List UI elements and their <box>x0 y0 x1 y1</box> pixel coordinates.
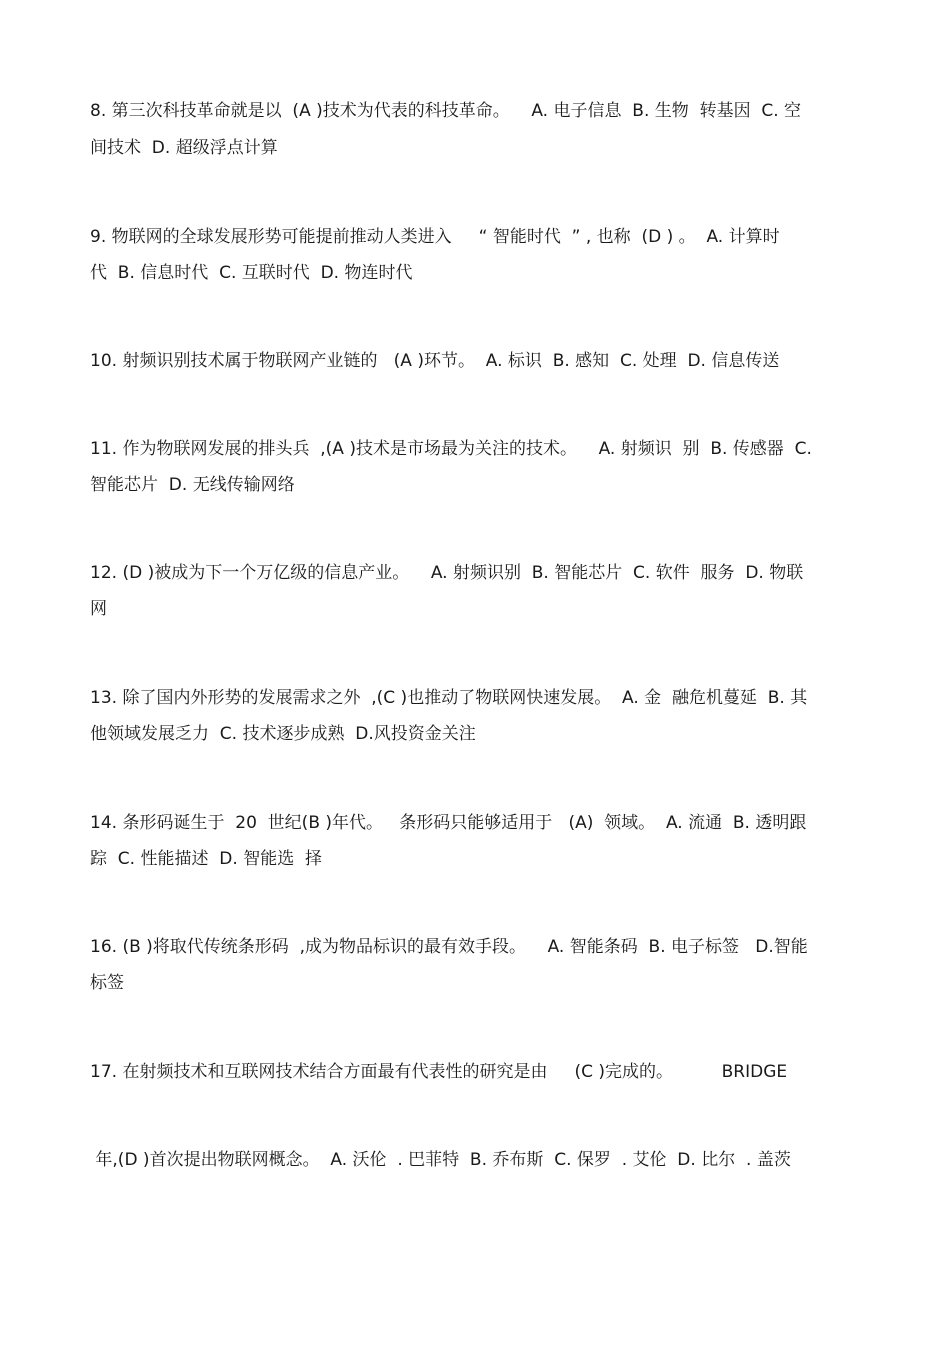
question-8-line-1: 8. 第三次科技革命就是以 (A )技术为代表的科技革命。 A. 电子信息 B. 生物 转基因 C. 空 <box>90 101 802 121</box>
question-16-line-2: 标签 <box>90 973 124 993</box>
question-16-line-1: 16. (B )将取代传统条形码 ,成为物品标识的最有效手段。 A. 智能条码 B. 电子标签 D.智能 <box>90 937 808 957</box>
question-13-line-2: 他领域发展乏力 C. 技术逐步成熟 D.风投资金关注 <box>90 724 476 744</box>
question-14-line-1: 14. 条形码诞生于 20 世纪(B )年代。 条形码只能够适用于 (A) 领域。 A. 流通 B. 透明跟 <box>90 813 807 833</box>
question-17-line-1: 17. 在射频技术和互联网技术结合方面最有代表性的研究是由 (C )完成的。 BRIDGE <box>90 1062 788 1082</box>
question-10-line-1: 10. 射频识别技术属于物联网产业链的 (A )环节。 A. 标识 B. 感知 C. 处理 D. 信息传送 <box>90 351 780 371</box>
question-13-line-1: 13. 除了国内外形势的发展需求之外 ,(C )也推动了物联网快速发展。 A. 金 融危机蔓延 B. 其 <box>90 688 808 708</box>
question-11-line-2: 智能芯片 D. 无线传输网络 <box>90 475 295 495</box>
question-18-line-1: 年,(D )首次提出物联网概念。 A. 沃伦 . 巴菲特 B. 乔布斯 C. 保罗 . 艾伦 D. 比尔 . 盖茨 <box>90 1150 791 1170</box>
question-14-line-2: 踪 C. 性能描述 D. 智能选 择 <box>90 849 322 869</box>
question-12-line-1: 12. (D )被成为下一个万亿级的信息产业。 A. 射频识别 B. 智能芯片 C. 软件 服务 D. 物联 <box>90 563 804 583</box>
question-9-line-1: 9. 物联网的全球发展形势可能提前推动人类进入 “ 智能时代 ” , 也称 (D ) 。 A. 计算时 <box>90 227 780 247</box>
question-8-line-2: 间技术 D. 超级浮点计算 <box>90 138 278 158</box>
question-9-line-2: 代 B. 信息时代 C. 互联时代 D. 物连时代 <box>90 263 413 283</box>
question-11-line-1: 11. 作为物联网发展的排头兵 ,(A )技术是市场最为关注的技术。 A. 射频识 别 B. 传感器 C. <box>90 439 812 459</box>
question-12-line-2: 网 <box>90 599 107 619</box>
